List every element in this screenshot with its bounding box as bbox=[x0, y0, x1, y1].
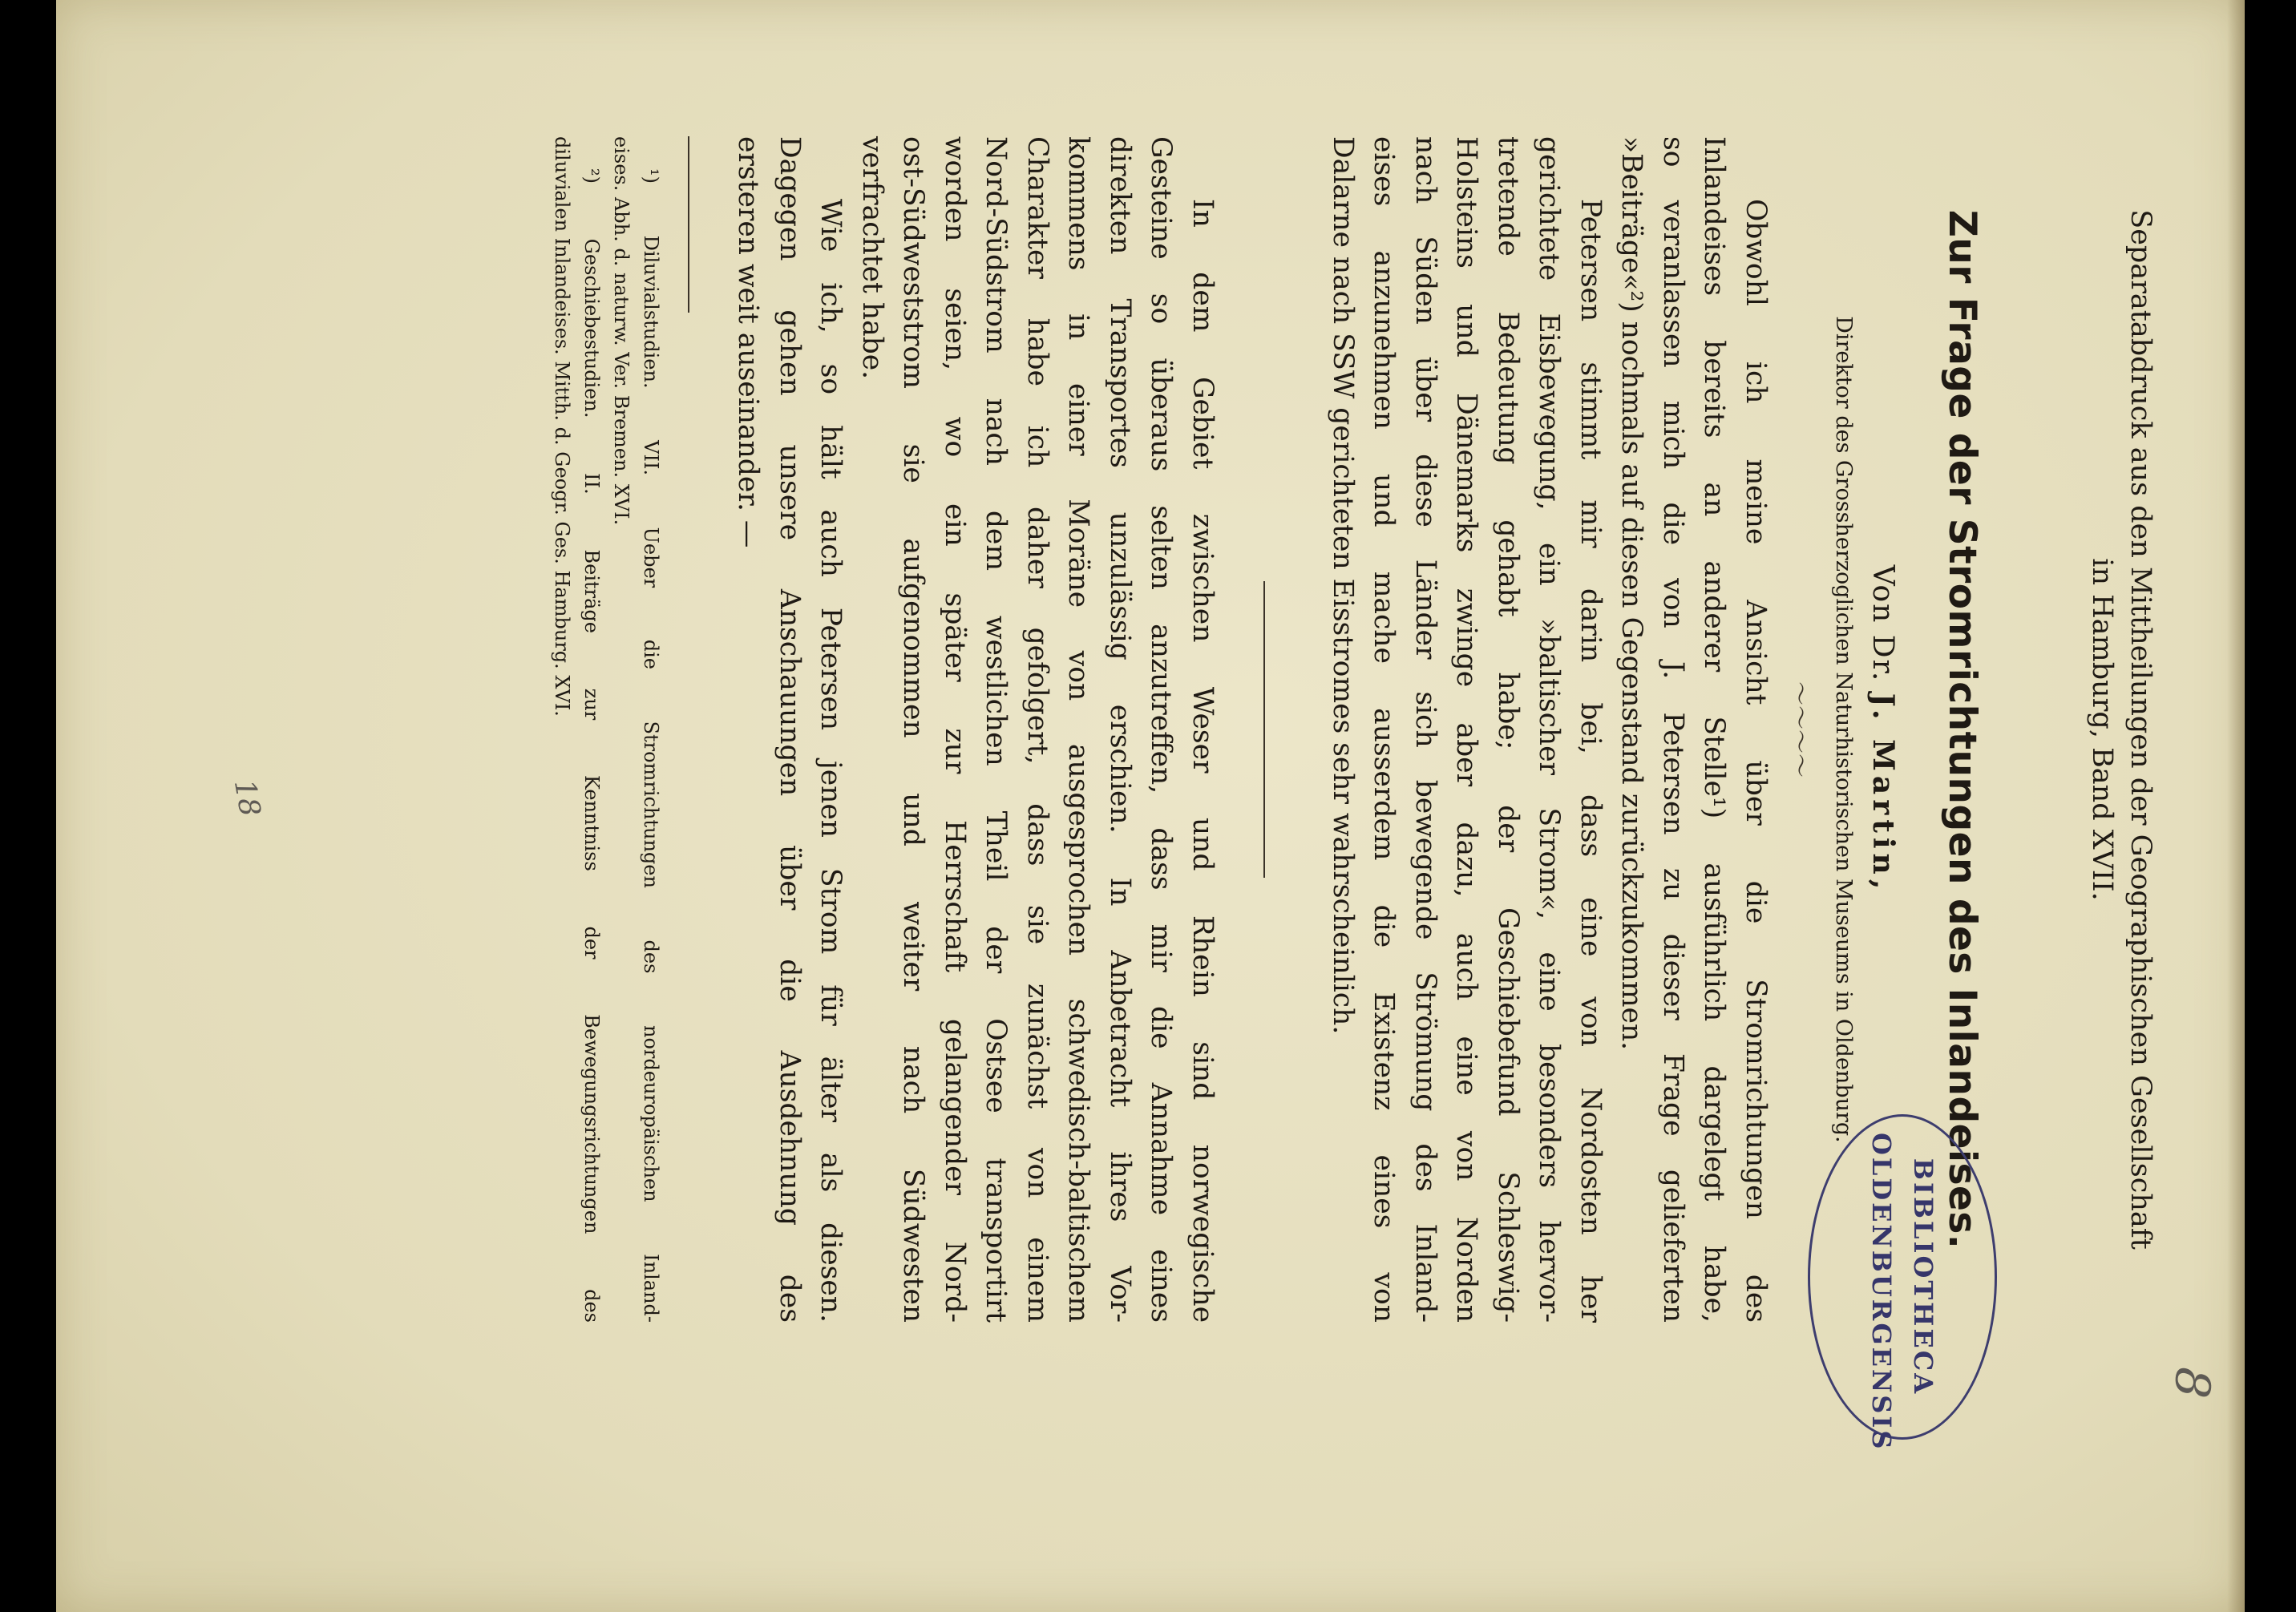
text-line: ost-Südweststrom sie aufgenommen und weiter nach Südwesten bbox=[897, 136, 930, 1323]
text-line: In dem Gebiet zwischen Weser und Rhein sind norwegische bbox=[1186, 199, 1219, 1323]
text-line: so veranlassen mich die von J. Petersen zu dieser Frage gelieferten bbox=[1657, 136, 1689, 1323]
footnote-line: diluvialen Inlandeises. Mitth. d. Geogr. Ges. Hamburg. XVI. bbox=[551, 136, 573, 717]
page-sheet bbox=[56, 0, 2245, 1612]
text-line: Dagegen gehen unsere Anschauungen über die Ausdehnung des bbox=[774, 136, 806, 1323]
library-stamp bbox=[1808, 1114, 1997, 1452]
text-line: Dalarne nach SSW gerichteten Eisstromes sehr wahrscheinlich. bbox=[1327, 136, 1359, 1035]
footnote-line: ²) Geschiebestudien. II. Beiträge zur Kenntniss der Bewegungsrichtungen des bbox=[580, 168, 603, 1323]
text-line: Gesteine so überaus selten anzutreffen, dass mir die Annahme eines bbox=[1145, 136, 1178, 1323]
text-line: Nord-Südstrom nach dem westlichen Theil der Ostsee transportirt bbox=[980, 136, 1013, 1323]
text-line: tretende Bedeutung gehabt habe; der Geschiebefund Schleswig- bbox=[1492, 136, 1524, 1323]
author-affiliation: Direktor des Grossherzoglichen Naturhistorischen Museums in Oldenburg. bbox=[1831, 316, 1856, 1143]
footnote-rule bbox=[689, 136, 690, 313]
section-2 bbox=[727, 136, 1223, 1323]
text-line: worden seien, wo ein später zur Herrschaft gelangender Nord- bbox=[939, 136, 971, 1323]
text-line: ersteren weit auseinander. — bbox=[732, 136, 765, 548]
author-name: J. Martin, bbox=[1866, 693, 1900, 895]
section-1 bbox=[1322, 136, 1777, 1323]
offprint-note-line2: in Hamburg, Band XVII. bbox=[2086, 558, 2118, 901]
section-divider bbox=[1263, 581, 1265, 878]
text-line: gerichtete Eisbewegung, ein »baltischer Strom«, eine besonders hervor- bbox=[1533, 136, 1566, 1323]
stamp-line1: BIBLIOTHECA bbox=[1908, 1157, 1938, 1396]
text-line: verfrachtet habe. bbox=[856, 136, 888, 380]
pencil-shelf-mark: 18 bbox=[227, 777, 267, 819]
text-line: kommens in einer Moräne von ausgesprochen schwedisch-baltischem bbox=[1062, 136, 1095, 1323]
text-line: »Beiträge«²) nochmals auf diesen Gegenstand zurückzukommen. bbox=[1615, 136, 1648, 1051]
footnote-line: eises. Abh. d. naturw. Ver. Bremen. XVI. bbox=[610, 136, 633, 526]
text-line: Petersen stimmt mir darin bei, dass eine von Nordosten her bbox=[1574, 199, 1607, 1323]
stamp-line2: OLDENBURGENSIS bbox=[1866, 1133, 1897, 1452]
article-title: Zur Frage der Stromrichtungen des Inlandeises. bbox=[1940, 209, 1984, 1250]
text-line: direkten Transportes unzulässig erschien. In Anbetracht ihres Vor- bbox=[1104, 136, 1136, 1323]
text-line: Inlandeises bereits an anderer Stelle¹) ausführlich dargelegt habe, bbox=[1698, 136, 1731, 1323]
text-line: Charakter habe ich daher gefolgert, dass sie zunächst von einem bbox=[1021, 136, 1053, 1323]
text-line: Holsteins und Dänemarks zwinge aber dazu, auch eine von Norden bbox=[1450, 136, 1483, 1323]
footnote-line: ¹) Diluvialstudien. VII. Ueber die Stromrichtungen des nordeuropäischen Inland- bbox=[640, 168, 662, 1323]
author-prefix: Von Dr. bbox=[1866, 564, 1899, 693]
footnotes bbox=[547, 136, 665, 1323]
text-line: nach Süden über diese Länder sich bewegende Strömung des Inland- bbox=[1409, 136, 1441, 1323]
text-line: Wie ich, so hält auch Petersen jenen Strom für älter als diesen. bbox=[815, 199, 847, 1323]
text-line: Obwohl ich meine Ansicht über die Stromrichtungen des bbox=[1740, 199, 1772, 1323]
ornament: 〜〜〜〜 bbox=[1785, 681, 1813, 778]
offprint-note-line1: Separatabdruck aus den Mittheilungen der Geographischen Gesellschaft bbox=[2124, 209, 2157, 1250]
text-line: eises anzunehmen und mache ausserdem die Existenz eines von bbox=[1368, 136, 1401, 1323]
pencil-page-number: 8 bbox=[2162, 1364, 2221, 1401]
